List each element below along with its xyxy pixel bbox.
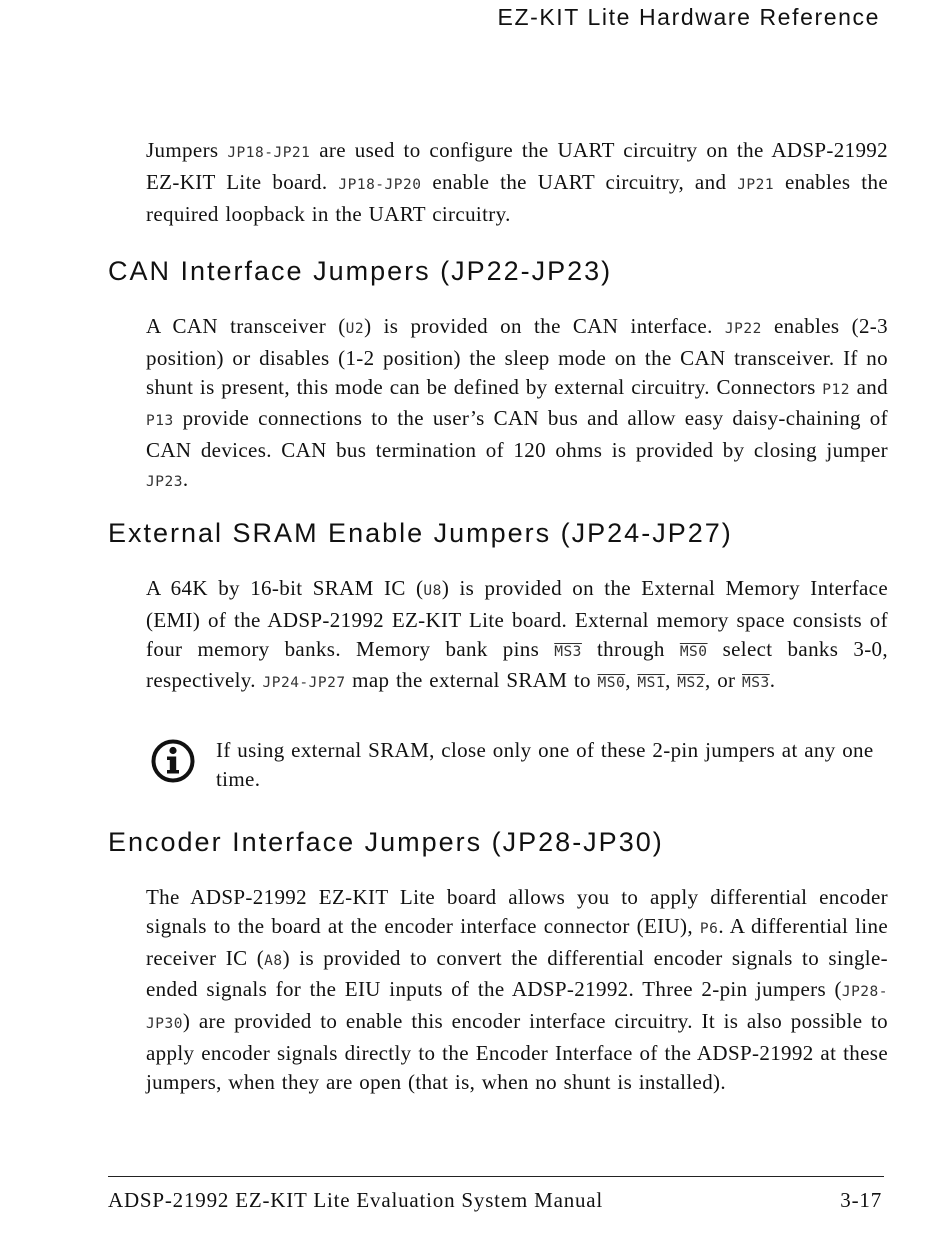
jumper-ref: JP22 bbox=[724, 321, 762, 337]
signal-ref: MS0 bbox=[679, 643, 708, 660]
jumper-ref: JP21 bbox=[737, 176, 775, 193]
info-icon bbox=[150, 738, 196, 784]
component-ref: U8 bbox=[423, 583, 442, 599]
jumper-ref: JP28-JP30 bbox=[146, 984, 888, 1033]
encoder-section-paragraph: The ADSP-21992 EZ-KIT Lite board allows you to apply differential encoder signals to the board at the encoder interface connector (EIU), P6. A differential line receiver IC (A8) is provided to convert the differential encoder signals to single-ended signals for the EIU inputs of the ADSP-21992. Three 2-pin jumpers (JP28-JP30) are provided to enable this encoder interface circuitry. It is also possible to apply encoder signals directly to the Encoder Interface of the ADSP-21992 at these jumpers, when they are open (that is, when no shunt is installed). bbox=[146, 885, 888, 1094]
sram-section-heading: External SRAM Enable Jumpers (JP24-JP27) bbox=[108, 518, 733, 548]
intro-paragraph: Jumpers JP18-JP21 are used to configure the UART circuitry on the ADSP-21992 EZ-KIT Lite board. JP18-JP20 enable the UART circuitry, and JP21 enables the required loopback in the UART circuitry. bbox=[146, 138, 888, 226]
signal-ref: MS0 bbox=[597, 675, 626, 692]
footer-manual-title: ADSP-21992 EZ-KIT Lite Evaluation System Manual bbox=[108, 1188, 604, 1212]
page-number: 3-17 bbox=[840, 1188, 882, 1212]
can-section-heading: CAN Interface Jumpers (JP22-JP23) bbox=[108, 256, 613, 286]
note-text: If using external SRAM, close only one of these 2-pin jumpers at any one time. bbox=[216, 738, 874, 791]
signal-ref: MS1 bbox=[637, 675, 666, 692]
sram-section-paragraph: A 64K by 16-bit SRAM IC (U8) is provided on the External Memory Interface (EMI) of the ADSP-21992 EZ-KIT Lite board. External memory space consists of four memory banks. Memory bank pins MS3 through MS0 select banks 3-0, respectively. JP24-JP27 map the external SRAM to MS0, MS1, MS2, or MS3. bbox=[146, 576, 888, 693]
jumper-ref: JP24-JP27 bbox=[262, 675, 346, 692]
connector-ref: P6 bbox=[699, 920, 719, 937]
can-section-paragraph: A CAN transceiver (U2) is provided on the CAN interface. JP22 enables (2-3 position) or disables (1-2 position) the sleep mode on the CAN transceiver. If no shunt is present, this mode can be defined by external circuitry. Connectors P12 and P13 provide connections to the user’s CAN bus and allow easy daisy-chaining of CAN devices. CAN bus termination of 120 ohms is provided by closing jumper JP23. bbox=[146, 314, 888, 491]
component-ref: U2 bbox=[345, 321, 365, 337]
footer-rule bbox=[108, 1176, 884, 1177]
connector-ref: P12 bbox=[822, 381, 850, 398]
signal-ref: MS3 bbox=[554, 643, 582, 660]
jumper-ref: JP18-JP21 bbox=[227, 145, 311, 161]
jumper-ref: JP23 bbox=[146, 473, 183, 490]
connector-ref: P13 bbox=[146, 413, 174, 430]
jumper-ref: JP18-JP20 bbox=[338, 176, 422, 193]
signal-ref: MS2 bbox=[677, 675, 705, 692]
encoder-section-heading: Encoder Interface Jumpers (JP28-JP30) bbox=[108, 827, 664, 857]
component-ref: A8 bbox=[264, 952, 283, 969]
signal-ref: MS3 bbox=[742, 675, 770, 692]
running-header: EZ-KIT Lite Hardware Reference bbox=[497, 4, 880, 30]
